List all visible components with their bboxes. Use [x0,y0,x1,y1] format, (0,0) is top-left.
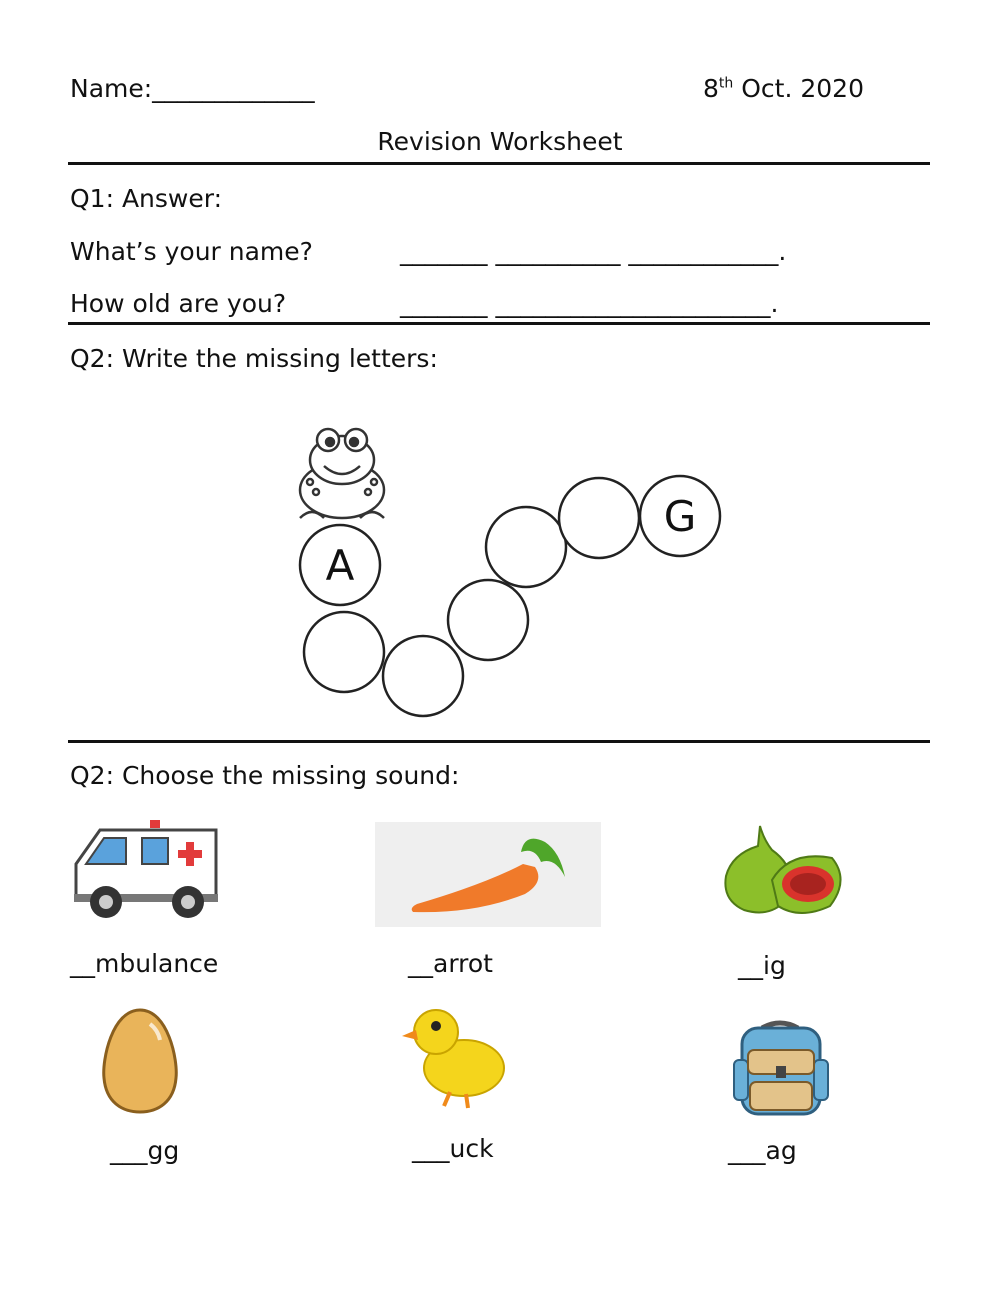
q1-answer-blank-age[interactable]: _______ ______________________. [400,289,779,318]
q1-heading: Q1: Answer: [70,184,223,213]
letter-circle-2[interactable] [304,612,384,692]
q1-question-name: What’s your name? [70,237,313,266]
duck-icon [402,1000,508,1110]
q1-question-age: How old are you? [70,289,287,318]
letter-circle-4[interactable] [448,580,528,660]
backpack-icon [728,1020,834,1116]
name-label: Name:_____________ [70,74,315,103]
word-egg[interactable]: ___gg [110,1136,180,1165]
letter-circle-6[interactable] [559,478,639,558]
fig-icon [720,820,850,920]
date-suffix: th [718,75,734,92]
end-letter: G [663,492,697,541]
letter-circle-5[interactable] [486,507,566,587]
egg-icon [98,1006,182,1114]
q1-answer-blank-name[interactable]: _______ __________ ____________. [400,237,787,266]
letter-circle-3[interactable] [383,636,463,716]
divider [68,322,930,325]
word-duck[interactable]: ___uck [412,1134,494,1163]
word-bag[interactable]: ___ag [728,1136,797,1165]
word-carrot[interactable]: __arrot [408,949,493,978]
q2-sound-heading: Q2: Choose the missing sound: [70,761,460,790]
divider [68,162,930,165]
page-title: Revision Worksheet [377,127,623,156]
word-ambulance[interactable]: __mbulance [70,949,219,978]
date [703,76,864,101]
carrot-icon [375,822,601,927]
date-rest: Oct. 2020 [733,74,864,103]
word-fig[interactable]: __ig [738,951,786,980]
date-day: 8 [703,74,719,103]
caterpillar-diagram [280,420,740,730]
divider [68,740,930,743]
frog-icon [300,429,384,518]
ambulance-icon [70,818,222,922]
q2-letters-heading: Q2: Write the missing letters: [70,344,438,373]
start-letter: A [325,541,355,590]
